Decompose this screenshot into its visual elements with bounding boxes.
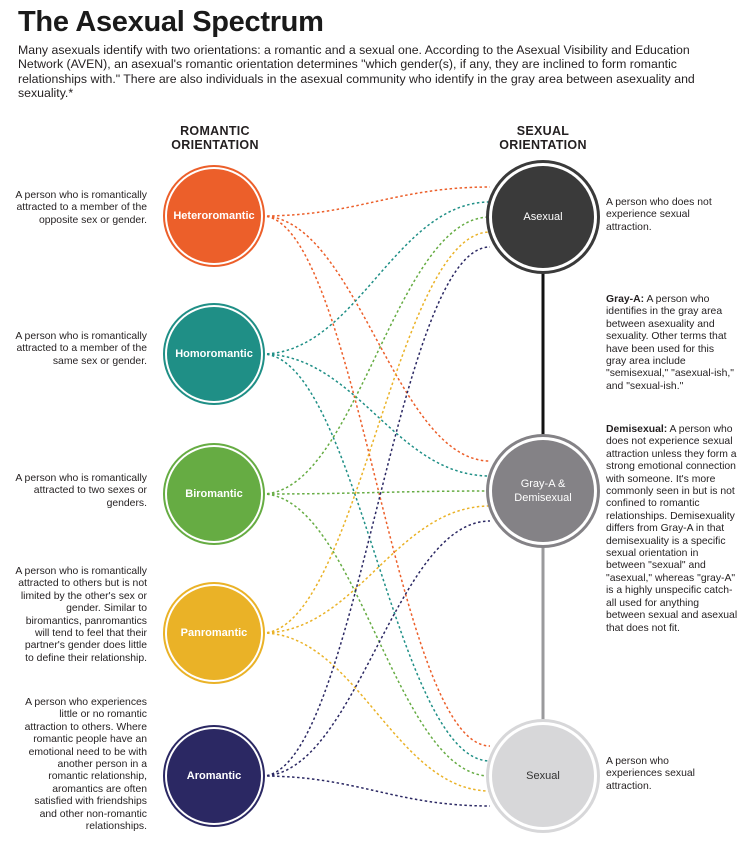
homoromantic-circle [167, 307, 261, 401]
heteroromantic-circle [167, 169, 261, 263]
intro-paragraph: Many asexuals identify with two orientations: a romantic and a sexual one. According to the Asexual Visibility and Education Network (AVEN), an asexual's romantic orientation determines "which gender(s), if any, they are inclined to form romantic relationships with." There are also individuals in the asexual community who identify in the gray area between asexuality and sexuality.* [18, 43, 695, 101]
homoromantic-to-asexual-connector [262, 202, 490, 354]
heteroromantic-label: Heteroromantic [173, 210, 255, 222]
asexual-description: A person who does not experience sexual attraction. [606, 197, 712, 233]
homoromantic-to-sexual-connector [262, 354, 490, 761]
aromantic-circle [167, 729, 261, 823]
biromantic-to-gray-a-demisexual-connector [262, 491, 490, 494]
panromantic-to-sexual-connector [262, 633, 490, 791]
gray-a-demisexual-label: Gray-A & Demisexual [514, 478, 572, 504]
aromantic-description: A person who experiences little or no romantic attraction to others. Where romantic people have an emotional need to be with another person in a romantic relationship, aromantics are often satisfied with friendships and other non-romantic relationships. [24, 697, 147, 833]
aromantic-to-sexual-connector [262, 776, 490, 806]
demisexual-text: A person who does not experience sexual attraction unless they form a strong emotional connection with someone. It's more commonly seen in but is not confined to romantic relationships. Demisexuality differs from Gray-A in that demisexuality is a specific sexual orientation in between "sexual" and "asexual," whereas "gray-A" is a highly unspecific catch-all used for anything between sexual and asexual that does not fit. [606, 424, 738, 634]
sexual-circle [492, 725, 594, 827]
panromantic-label: Panromantic [180, 627, 248, 639]
sexual-header-line-2: ORIENTATION [499, 138, 587, 152]
gray-a-term: Gray-A: [606, 294, 645, 305]
asexual-label: Asexual [523, 211, 563, 223]
heteroromantic-to-gray-a-demisexual-connector [262, 216, 490, 461]
panromantic-to-asexual-connector [262, 232, 490, 633]
homoromantic-description: A person who is romantically attracted to a member of the same sex or gender. [15, 331, 147, 367]
gray-a-demisexual-circle [492, 440, 594, 542]
aromantic-to-gray-a-demisexual-connector [262, 521, 490, 776]
biromantic-to-sexual-connector [262, 494, 490, 776]
demisexual-description [606, 424, 738, 635]
biromantic-label: Biromantic [185, 488, 243, 500]
romantic-header-line-2: ORIENTATION [171, 138, 259, 152]
biromantic-to-asexual-connector [262, 217, 490, 494]
sexual-header-line-1: SEXUAL [516, 124, 570, 138]
romantic-header-line-1: ROMANTIC [180, 124, 250, 138]
demisexual-term: Demisexual: [606, 424, 668, 435]
sexual-description: A person who experiences sexual attraction. [606, 756, 695, 792]
page-title: The Asexual Spectrum [18, 6, 324, 38]
biromantic-description: A person who is romantically attracted to two sexes or genders. [15, 473, 147, 509]
aromantic-to-asexual-connector [262, 247, 490, 776]
heteroromantic-description: A person who is romantically attracted to a member of the opposite sex or gender. [15, 190, 147, 226]
gray-a-description [606, 294, 734, 393]
gray-a-text: A person who identifies in the gray area between asexuality and sexuality. Other terms that have been used for this gray area include "semisexual," "asexual-ish," and "sexual-ish." [606, 294, 734, 392]
homoromantic-to-gray-a-demisexual-connector [262, 354, 490, 476]
aromantic-label: Aromantic [186, 770, 242, 782]
connector-group [262, 187, 490, 806]
homoromantic-label: Homoromantic [175, 348, 253, 360]
panromantic-circle [167, 586, 261, 680]
panromantic-description: A person who is romantically attracted to others but is not limited by the other's sex or gender. Similar to biromantics, panromantics will tend to feel that their partner's gender does little to define their relationship. [15, 566, 147, 664]
heteroromantic-to-asexual-connector [262, 187, 490, 216]
biromantic-circle [167, 447, 261, 541]
asexual-circle [492, 166, 594, 268]
sexual-label: Sexual [526, 770, 560, 782]
